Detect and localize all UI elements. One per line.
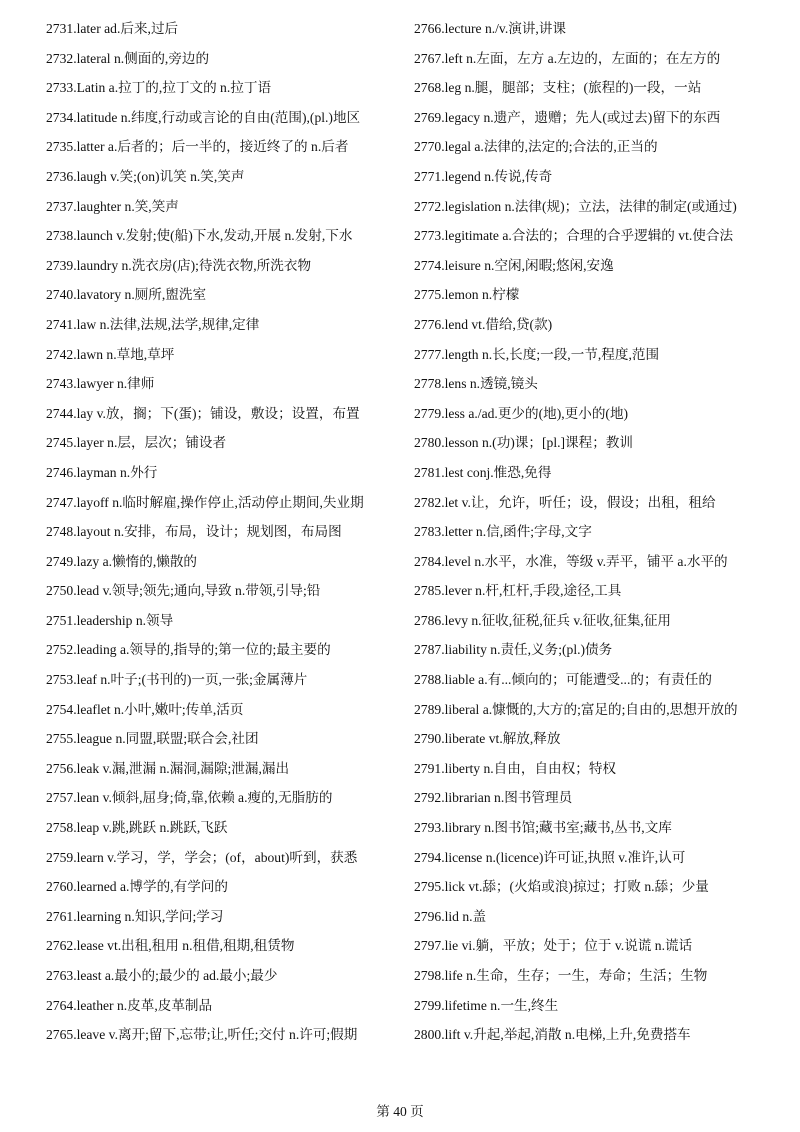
vocabulary-entry: 2732.lateral n.侧面的,旁边的 — [46, 50, 210, 66]
vocabulary-entry: 2797.lie vi.躺，平放；处于；位于 v.说谎 n.谎话 — [414, 938, 693, 954]
vocabulary-entry: 2735.latter a.后者的；后一半的，接近终了的 n.后者 — [46, 139, 349, 155]
vocabulary-entry: 2752.leading a.领导的,指导的;第一位的;最主要的 — [46, 642, 331, 658]
vocabulary-entry: 2736.laugh v.笑;(on)讥笑 n.笑,笑声 — [46, 168, 245, 184]
vocabulary-entry: 2737.laughter n.笑,笑声 — [46, 198, 179, 214]
vocabulary-entry: 2775.lemon n.柠檬 — [414, 287, 520, 303]
vocabulary-entry: 2782.let v.让，允许，听任；设，假设；出租，租给 — [414, 494, 716, 510]
vocabulary-entry: 2771.legend n.传说,传奇 — [414, 168, 553, 184]
vocabulary-entry: 2786.levy n.征收,征税,征兵 v.征收,征集,征用 — [414, 612, 672, 628]
vocabulary-entry: 2770.legal a.法律的,法定的;合法的,正当的 — [414, 139, 658, 155]
vocabulary-entry: 2747.layoff n.临时解雇,操作停止,活动停止期间,失业期 — [46, 494, 364, 510]
vocabulary-entry: 2753.leaf n.叶子;(书刊的)一页,一张;金属薄片 — [46, 672, 308, 688]
vocabulary-entry: 2800.lift v.升起,举起,消散 n.电梯,上升,免费搭车 — [414, 1027, 691, 1043]
vocabulary-entry: 2799.lifetime n.一生,终生 — [414, 997, 559, 1013]
vocabulary-entry: 2774.leisure n.空闲,闲暇;悠闲,安逸 — [414, 257, 614, 273]
vocabulary-entry: 2741.law n.法律,法规,法学,规律,定律 — [46, 316, 260, 332]
vocabulary-entry: 2772.legislation n.法律(规)；立法，法律的制定(或通过) — [414, 198, 737, 214]
vocabulary-entry: 2780.lesson n.(功)课；[pl.]课程；教训 — [414, 435, 633, 451]
vocabulary-entry: 2764.leather n.皮革,皮革制品 — [46, 997, 213, 1013]
vocabulary-entry: 2745.layer n.层，层次；铺设者 — [46, 435, 227, 451]
vocabulary-entry: 2757.lean v.倾斜,屈身;倚,靠,依赖 a.瘦的,无脂肪的 — [46, 790, 333, 806]
vocabulary-entry: 2766.lecture n./v.演讲,讲课 — [414, 21, 567, 36]
vocabulary-entry: 2758.leap v.跳,跳跃 n.跳跃,飞跃 — [46, 820, 228, 836]
vocabulary-entry: 2789.liberal a.慷慨的,大方的;富足的;自由的,思想开放的 — [414, 701, 738, 717]
vocabulary-entry: 2731.later ad.后来,过后 — [46, 21, 179, 36]
vocabulary-entry: 2776.lend vt.借给,贷(款) — [414, 316, 553, 332]
vocabulary-entry: 2743.lawyer n.律师 — [46, 376, 155, 392]
vocabulary-entry: 2761.learning n.知识,学问;学习 — [46, 908, 224, 924]
vocabulary-entry: 2744.lay v.放，搁；下(蛋)；铺设，敷设；设置，布置 — [46, 405, 360, 421]
vocabulary-entry: 2734.latitude n.纬度,行动或言论的自由(范围),(pl.)地区 — [46, 109, 361, 125]
vocabulary-entry: 2756.leak v.漏,泄漏 n.漏洞,漏隙;泄漏,漏出 — [46, 760, 290, 776]
vocabulary-entry: 2783.letter n.信,函件;字母,文字 — [414, 524, 592, 540]
vocabulary-entry: 2779.less a./ad.更少的(地),更小的(地) — [414, 405, 629, 421]
vocabulary-entry: 2740.lavatory n.厕所,盥洗室 — [46, 287, 207, 303]
vocabulary-column-right — [414, 14, 794, 1050]
vocabulary-entry: 2768.leg n.腿，腿部；支柱；(旅程的)一段，一站 — [414, 80, 702, 96]
vocabulary-entry: 2750.lead v.领导;领先;通向,导致 n.带领,引导;铅 — [46, 583, 321, 599]
vocabulary-entry: 2777.length n.长,长度;一段,一节,程度,范围 — [414, 346, 660, 362]
vocabulary-entry: 2785.lever n.杆,杠杆,手段,途径,工具 — [414, 583, 622, 599]
vocabulary-entry: 2759.learn v.学习，学，学会；(of，about)听到，获悉 — [46, 849, 358, 865]
vocabulary-entry: 2794.license n.(licence)许可证,执照 v.准许,认可 — [414, 849, 686, 865]
vocabulary-entry: 2733.Latin a.拉丁的,拉丁文的 n.拉丁语 — [46, 80, 272, 96]
vocabulary-entry: 2751.leadership n.领导 — [46, 612, 174, 628]
vocabulary-entry: 2787.liability n.责任,义务;(pl.)债务 — [414, 642, 613, 658]
vocabulary-entry: 2739.laundry n.洗衣房(店);待洗衣物,所洗衣物 — [46, 257, 312, 273]
vocabulary-entry: 2760.learned a.博学的,有学问的 — [46, 879, 228, 895]
vocabulary-entry: 2781.lest conj.惟恐,免得 — [414, 464, 552, 480]
vocabulary-entry: 2767.left n.左面，左方 a.左边的，左面的；在左方的 — [414, 50, 721, 66]
vocabulary-entry: 2796.lid n.盖 — [414, 908, 487, 924]
vocabulary-entry: 2754.leaflet n.小叶,嫩叶;传单,活页 — [46, 701, 244, 717]
vocabulary-entry: 2792.librarian n.图书管理员 — [414, 790, 573, 806]
vocabulary-entry: 2762.lease vt.出租,租用 n.租借,租期,租赁物 — [46, 938, 295, 954]
vocabulary-entry: 2784.level n.水平，水准，等级 v.弄平，铺平 a.水平的 — [414, 553, 728, 569]
vocabulary-entry: 2798.life n.生命，生存；一生，寿命；生活；生物 — [414, 968, 708, 983]
vocabulary-entry: 2749.lazy a.懒惰的,懒散的 — [46, 553, 198, 569]
vocabulary-entry: 2793.library n.图书馆;藏书室;藏书,丛书,文库 — [414, 820, 672, 836]
vocabulary-entry: 2746.layman n.外行 — [46, 464, 158, 480]
vocabulary-entry: 2742.lawn n.草地,草坪 — [46, 346, 175, 362]
vocabulary-column-left — [46, 14, 406, 1050]
vocabulary-entry: 2748.layout n.安排，布局，设计；规划图，布局图 — [46, 524, 342, 540]
vocabulary-entry: 2795.lick vt.舔；(火焰或浪)掠过；打败 n.舔；少量 — [414, 879, 709, 895]
vocabulary-entry: 2788.liable a.有...倾向的；可能遭受...的；有责任的 — [414, 672, 712, 688]
vocabulary-entry: 2738.launch v.发射;使(船)下水,发动,开展 n.发射,下水 — [46, 228, 353, 244]
vocabulary-entry: 2755.league n.同盟,联盟;联合会,社团 — [46, 731, 259, 747]
vocabulary-entry: 2769.legacy n.遗产，遗赠；先人(或过去)留下的东西 — [414, 109, 721, 125]
vocabulary-entry: 2765.leave v.离开;留下,忘带;让,听任;交付 n.许可;假期 — [46, 1027, 358, 1043]
page-number: 第 40 页 — [376, 1104, 424, 1119]
vocabulary-entry: 2791.liberty n.自由，自由权；特权 — [414, 760, 617, 776]
vocabulary-entry: 2778.lens n.透镜,镜头 — [414, 376, 538, 392]
vocabulary-entry: 2773.legitimate a.合法的；合理的合乎逻辑的 vt.使合法 — [414, 228, 734, 244]
vocabulary-entry: 2790.liberate vt.解放,释放 — [414, 731, 561, 747]
vocabulary-entry: 2763.least a.最小的;最少的 ad.最小;最少 — [46, 968, 278, 983]
